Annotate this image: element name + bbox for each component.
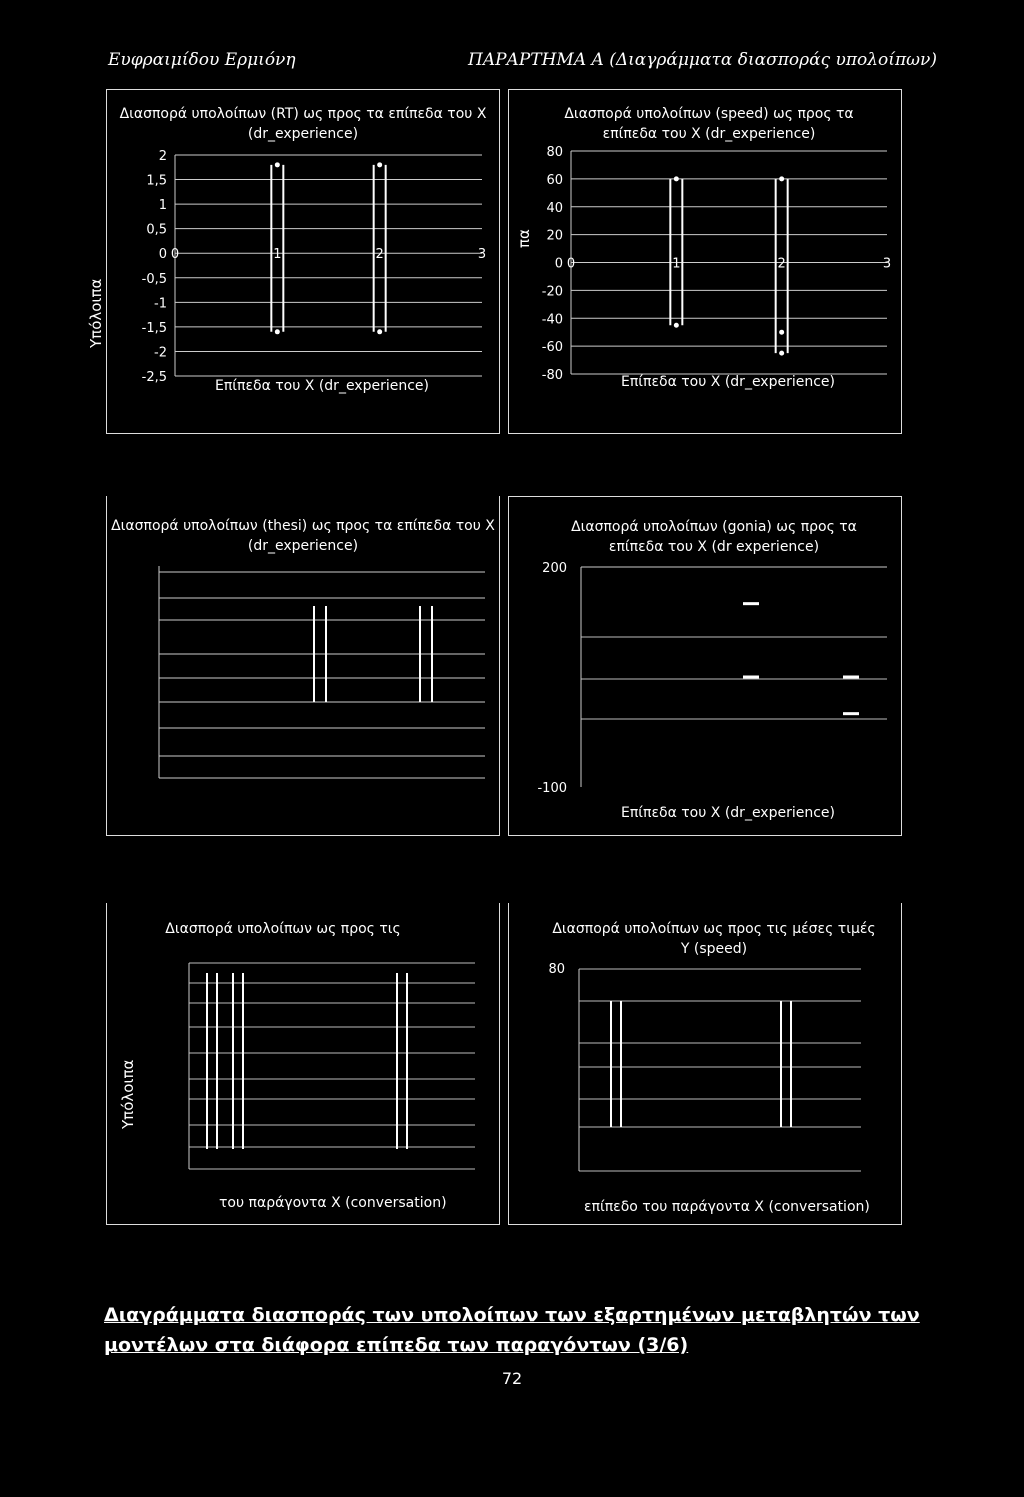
y-tick-label: 0: [158, 247, 167, 263]
chart-panel-speed: [508, 89, 902, 434]
x-tick-label: 3: [882, 256, 892, 272]
chart-title: Διασπορά υπολοίπων (speed) ως προς τα επίπεδα του X (dr_experience): [564, 106, 854, 142]
data-point: [275, 162, 280, 167]
chart-panel-rt: [87, 89, 500, 434]
data-point: [674, 176, 679, 181]
y-tick-label: 2: [158, 149, 167, 164]
y-tick-label: -100: [537, 781, 567, 796]
page-number: 72: [501, 1369, 523, 1388]
chart-thesi-plot: [107, 496, 501, 836]
chart-panel-conversation-2: [508, 903, 902, 1225]
y-tick-label: -2: [154, 345, 167, 361]
y-axis-label: πα: [515, 229, 533, 248]
y-tick-label: -1: [154, 296, 167, 312]
data-point: [843, 712, 859, 715]
y-axis-label: Υπόλοιπα: [87, 278, 105, 348]
data-point: [779, 176, 784, 181]
chart-panel-thesi: [106, 496, 500, 836]
y-tick-label: 200: [542, 561, 567, 576]
data-point: [674, 323, 679, 328]
y-tick-label: 1: [158, 198, 167, 214]
chart-conversation-2-plot: [509, 903, 903, 1225]
y-tick-label: 60: [546, 172, 563, 188]
caption-line-2: μοντέλων στα διάφορα επίπεδα των παραγόντων (3/6): [104, 1334, 689, 1356]
header-section: ΠΑΡΑΡΤΗΜΑ Α (Διαγράμματα διασποράς υπολοίπων): [468, 50, 937, 70]
chart-title: Διασπορά υπολοίπων (thesi) ως προς τα επίπεδα του X (dr_experience): [111, 518, 495, 554]
x-axis-label: Επίπεδα του X (dr_experience): [621, 374, 835, 390]
x-axis-label: του παράγοντα X (conversation): [219, 1195, 447, 1211]
chart-title: Διασπορά υπολοίπων (RT) ως προς τα επίπεδα του X (dr_experience): [119, 106, 487, 142]
x-tick-label: 1: [672, 256, 681, 272]
y-tick-label: 0,5: [146, 222, 167, 238]
y-tick-label: 1,5: [146, 173, 167, 189]
chart-gonia-plot: [509, 497, 903, 837]
x-tick-label: 2: [777, 256, 786, 272]
figure-caption: [0, 1300, 1024, 1360]
data-point: [779, 330, 784, 335]
y-tick-label: -20: [541, 284, 563, 300]
x-tick-label: 2: [375, 247, 384, 263]
x-tick-label: 0: [170, 247, 180, 263]
y-tick-label: 40: [546, 200, 563, 216]
y-tick-label: -80: [541, 368, 563, 383]
data-point: [743, 602, 759, 605]
y-axis-label: Υπόλοιπα: [119, 1059, 137, 1129]
data-point: [743, 676, 759, 679]
x-axis-label: Επίπεδα του X (dr_experience): [621, 805, 835, 821]
x-tick-label: 1: [273, 247, 282, 263]
chart-panel-conversation-1: [106, 903, 500, 1225]
data-point: [843, 676, 859, 679]
y-tick-label: 80: [546, 145, 563, 160]
y-tick-label: -40: [541, 312, 563, 328]
y-tick-label: -2,5: [141, 370, 167, 385]
chart-title: Διασπορά υπολοίπων ως προς τις: [165, 921, 401, 937]
x-tick-label: 0: [566, 256, 576, 272]
chart-title: Διασπορά υπολοίπων ως προς τις μέσες τιμές Y (speed): [552, 921, 876, 957]
x-tick-label: 3: [477, 247, 487, 263]
x-axis-label: επίπεδο του παράγοντα X (conversation): [584, 1199, 870, 1215]
data-point: [779, 351, 784, 356]
y-tick-label: 20: [546, 228, 563, 244]
x-axis-label: Επίπεδα του X (dr_experience): [215, 378, 429, 394]
header-author: Ευφραιμίδου Ερμιόνη: [108, 50, 296, 70]
y-tick-label: -1,5: [141, 320, 167, 336]
data-point: [377, 329, 382, 334]
data-point: [275, 329, 280, 334]
caption-line-1: Διαγράμματα διασποράς των υπολοίπων των εξαρτημένων μεταβλητών των: [104, 1304, 920, 1326]
y-tick-label: 0: [554, 256, 563, 272]
chart-title: Διασπορά υπολοίπων (gonia) ως προς τα επίπεδα του X (dr experience): [571, 519, 857, 555]
chart-conversation-1-plot: [107, 903, 501, 1225]
y-tick-label: -0,5: [141, 271, 167, 287]
y-tick-label: 80: [548, 962, 565, 977]
y-tick-label: -60: [541, 340, 563, 356]
data-point: [377, 162, 382, 167]
chart-panel-gonia: [508, 496, 902, 836]
